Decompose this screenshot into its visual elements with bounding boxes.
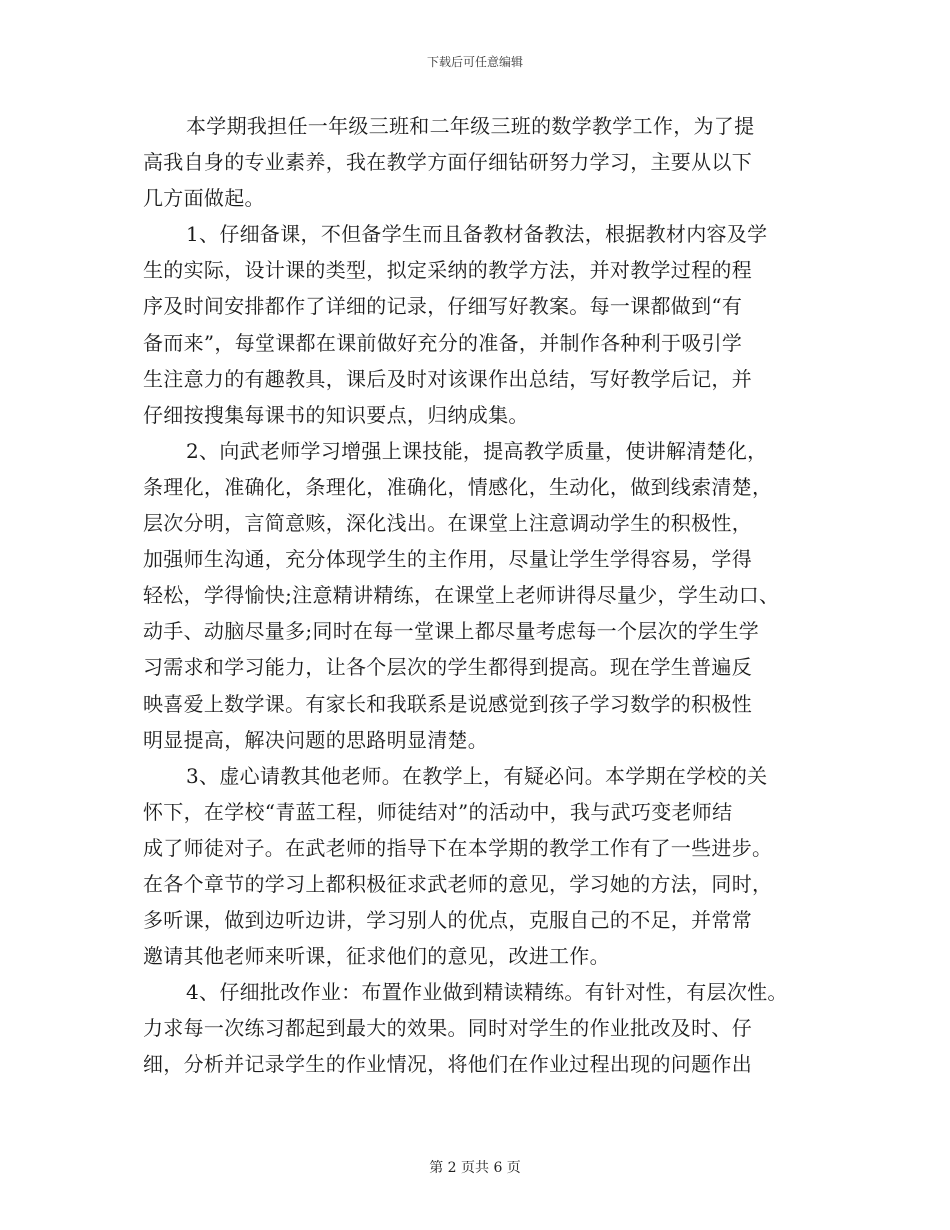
paragraph-line: 层次分明，言简意赅，深化浅出。在课堂上注意调动学生的积极性， [143, 511, 752, 536]
page-number: 第 2 页共 6 页 [429, 1160, 521, 1176]
paragraph-line: 序及时间安排都作了详细的记录，仔细写好教案。每一课都做到“有 [143, 294, 743, 319]
paragraph-line: 生的实际，设计课的类型，拟定采纳的教学方法，并对教学过程的程 [143, 258, 752, 283]
paragraph-item-2 [143, 433, 833, 758]
paragraph-intro [143, 108, 833, 216]
paragraph-line: 3、虚心请教其他老师。在教学上，有疑必问。本学期在学校的关 [186, 763, 768, 788]
paragraph-line: 本学期我担任一年级三班和二年级三班的数学教学工作，为了提 [186, 114, 755, 138]
paragraph-line: 动手、动脑尽量多;同时在每一堂课上都尽量考虑每一个层次的学生学 [143, 619, 760, 644]
paragraph-line: 多听课，做到边听边讲，学习别人的优点，克服自己的不足，并常常 [143, 908, 752, 933]
paragraph-line: 轻松，学得愉快;注意精讲精练，在课堂上老师讲得尽量少，学生动口、 [143, 583, 780, 608]
paragraph-line: 映喜爱上数学课。有家长和我联系是说感觉到孩子学习数学的积极性 [143, 691, 752, 716]
paragraph-line: 在各个章节的学习上都积极征求武老师的意见，学习她的方法，同时， [143, 871, 773, 896]
paragraph-line: 2、向武老师学习增强上课技能，提高教学质量，使讲解清楚化， [186, 438, 768, 463]
paragraph-line: 加强师生沟通，充分体现学生的主作用，尽量让学生学得容易，学得 [143, 547, 752, 572]
paragraph-item-4 [143, 974, 833, 1082]
paragraph-line: 成了师徒对子。在武老师的指导下在本学期的教学工作有了一些进步。 [143, 835, 773, 860]
paragraph-line: 仔细按搜集每课书的知识要点，归纳成集。 [143, 402, 529, 427]
paragraph-line: 高我自身的专业素养，我在教学方面仔细钻研努力学习，主要从以下 [143, 150, 752, 175]
paragraph-line: 怀下，在学校“青蓝工程，师徒结对”的活动中，我与武巧变老师结 [143, 799, 733, 824]
paragraph-line: 1、仔细备课，不但备学生而且备教材备教法，根据教材内容及学 [186, 222, 768, 247]
paragraph-line: 力求每一次练习都起到最大的效果。同时对学生的作业批改及时、仔 [143, 1016, 752, 1041]
paragraph-line: 备而来”，每堂课都在课前做好充分的准备，并制作各种利于吸引学 [143, 330, 743, 355]
paragraph-line: 明显提高，解决问题的思路明显清楚。 [143, 727, 489, 752]
paragraph-item-1 [143, 216, 833, 433]
paragraph-line: 4、仔细批改作业：布置作业做到精读精练。有针对性，有层次性。 [186, 980, 788, 1005]
paragraph-line: 几方面做起。 [143, 186, 265, 211]
paragraph-line: 习需求和学习能力，让各个层次的学生都得到提高。现在学生普遍反 [143, 655, 752, 680]
paragraph-line: 生注意力的有趣教具，课后及时对该课作出总结，写好教学后记，并 [143, 366, 752, 391]
header-note: 下载后可任意编辑 [426, 55, 523, 69]
paragraph-item-3 [143, 758, 833, 975]
paragraph-line: 邀请其他老师来听课，征求他们的意见，改进工作。 [143, 944, 610, 969]
body-text [143, 108, 833, 1083]
paragraph-line: 条理化，准确化，条理化，准确化，情感化，生动化，做到线索清楚， [143, 474, 773, 499]
paragraph-line: 细，分析并记录学生的作业情况，将他们在作业过程出现的问题作出 [143, 1052, 752, 1077]
